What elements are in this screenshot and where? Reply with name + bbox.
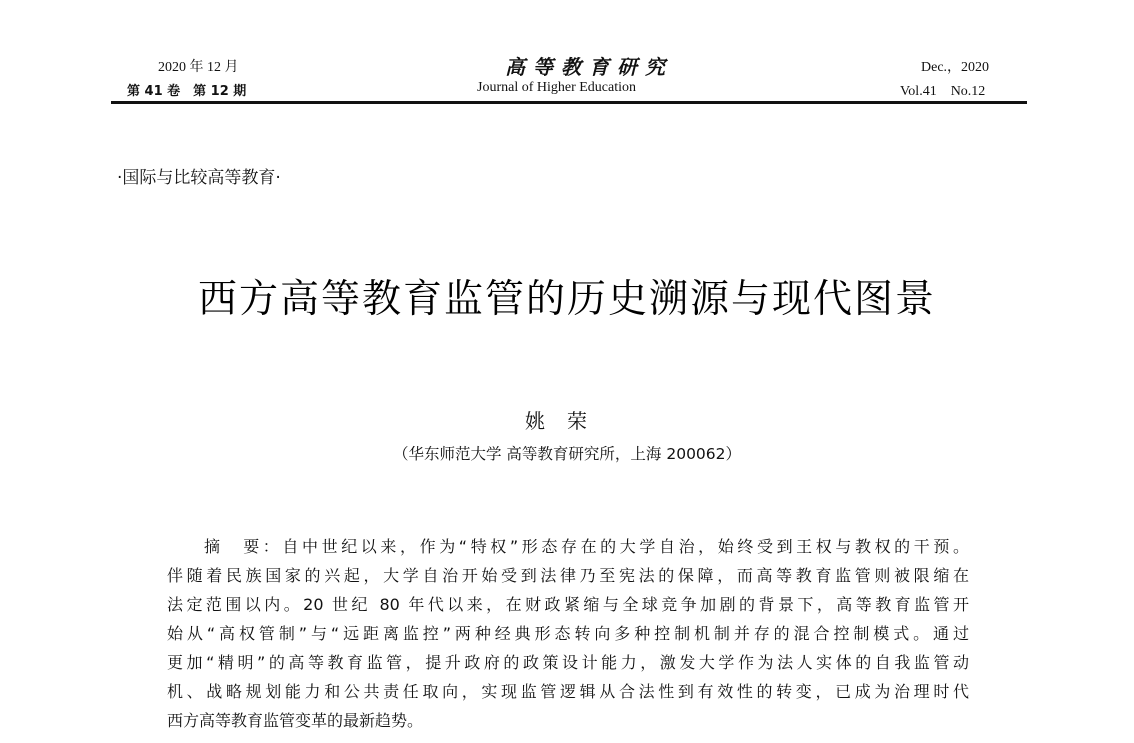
journal-title-cn: 高等教育研究 [505, 55, 673, 79]
abstract-line: 机、战略规划能力和公共责任取向，实现监管逻辑从合法性到有效性的转变，已成为治理时代 [167, 682, 969, 701]
article-title: 西方高等教育监管的历史溯源与现代图景 [197, 277, 936, 322]
abstract-text: 自中世纪以来，作为“特权”形态存在的大学自治，始终受到王权与教权的干预。 [282, 537, 969, 556]
abstract-line: 始从“高权管制”与“远距离监控”两种经典形态转向多种控制机制并存的混合控制模式。通过 [167, 624, 969, 643]
section-label: ·国际与比较高等教育· [117, 168, 281, 188]
header-rule [111, 101, 1027, 104]
abstract [167, 532, 969, 735]
abstract-line [167, 532, 969, 561]
volume-issue-cn: 第 41 卷 第 12 期 [127, 84, 247, 99]
abstract-label: 摘 要： [204, 537, 283, 556]
author-name: 姚荣 [525, 409, 609, 433]
author-affiliation: （华东师范大学 高等教育研究所，上海 200062） [392, 445, 742, 463]
issue-date-en: Dec.，2020 [921, 60, 990, 75]
abstract-line: 法定范围以内。20 世纪 80 年代以来，在财政紧缩与全球竞争加剧的背景下，高等教育监管开 [167, 595, 969, 614]
volume-issue-en: Vol.41 No.12 [900, 84, 986, 99]
abstract-line: 更加“精明”的高等教育监管，提升政府的政策设计能力，激发大学作为法人实体的自我监管动 [167, 653, 969, 672]
journal-title-en: Journal of Higher Education [477, 80, 637, 95]
abstract-line: 伴随着民族国家的兴起，大学自治开始受到法律乃至宪法的保障，而高等教育监管则被限缩在 [167, 566, 969, 585]
issue-date-cn: 2020 年 12 月 [158, 60, 239, 75]
abstract-line: 西方高等教育监管变革的最新趋势。 [167, 711, 424, 730]
